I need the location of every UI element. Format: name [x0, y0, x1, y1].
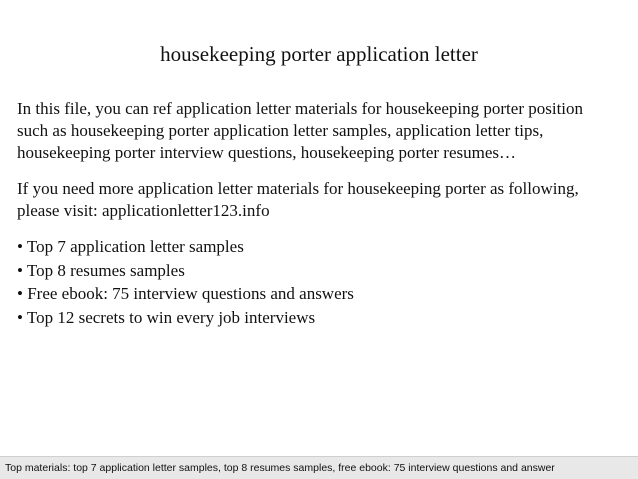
intro-line: such as housekeeping porter application letter samples, application letter tips, [17, 121, 544, 140]
intro-paragraph [17, 98, 627, 164]
bullet-item: • Top 12 secrets to win every job interviews [17, 307, 316, 327]
visit-line: If you need more application letter materials for housekeeping porter as following, [17, 179, 579, 198]
visit-line: please visit: applicationletter123.info [17, 201, 270, 220]
slide-title: housekeeping porter application letter [160, 42, 478, 66]
footer-text: Top materials: top 7 application letter samples, top 8 resumes samples, free ebook: 75 interview questions and answer [5, 462, 555, 474]
visit-paragraph [17, 178, 627, 222]
slide-content [17, 98, 627, 330]
bullet-item: • Top 7 application letter samples [17, 237, 244, 256]
bullet-list [17, 236, 627, 329]
bullet-item: • Top 8 resumes samples [17, 260, 185, 280]
intro-line: housekeeping porter interview questions, housekeeping porter resumes… [17, 143, 517, 162]
intro-line: In this file, you can ref application letter materials for housekeeping porter position [17, 99, 584, 118]
footer-bar [0, 456, 638, 479]
bullet-item: • Free ebook: 75 interview questions and answers [17, 284, 354, 303]
